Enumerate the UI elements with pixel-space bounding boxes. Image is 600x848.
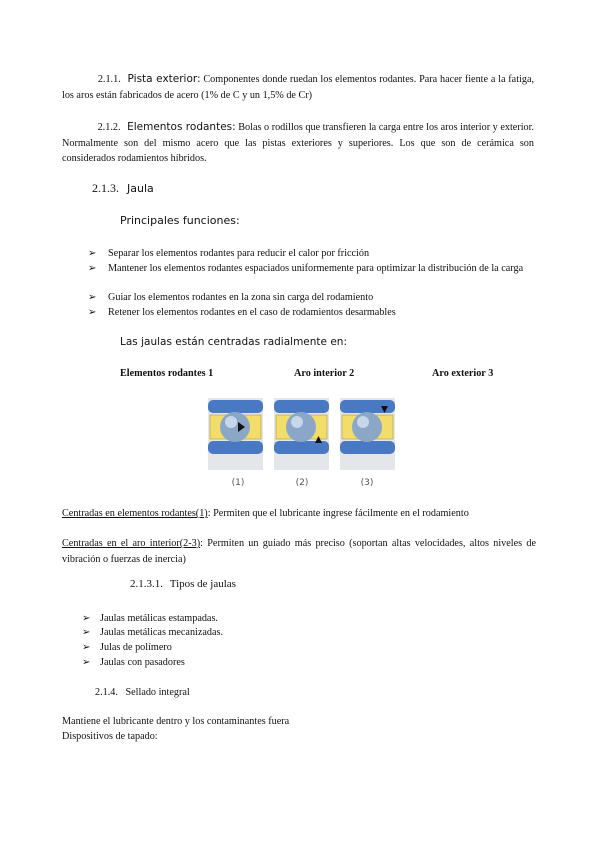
bullet-text: Separar los elementos rodantes para reducir el calor por fricción [108, 248, 370, 259]
final-line: Mantiene el lubricante dentro y los contaminantes fuera [62, 716, 290, 727]
section-number: 2.1.1. [97, 74, 121, 85]
bullet-item [82, 641, 482, 655]
centered-rolling-text: : Permiten que el lubricante ingrese fácilmente en el rodamiento [207, 508, 469, 519]
bearing-panel-3 [340, 398, 395, 470]
bearing-panel-2 [274, 398, 329, 470]
arrow-bullet-icon: ➢ [82, 627, 91, 638]
section-2-1-4 [95, 685, 190, 701]
figure-label: (1) [231, 478, 245, 488]
centered-intro: Las jaulas están centradas radialmente en: [120, 336, 347, 348]
section-number: 2.1.2. [97, 122, 121, 133]
section-text: Componentes donde ruedan los elementos rodantes. Para hacer fiente a la fatiga, los aros están fabricados de acero (1% de C y un 1,5% de Cr) [62, 74, 535, 101]
figure-label: (3) [360, 478, 374, 488]
bullet-text: Guiar los elementos rodantes en la zona sin carga del rodamiento [108, 292, 374, 303]
bullet-item [88, 262, 538, 276]
section-text: Bolas o rodillos que transfieren la carga entre los aros interior y exterior. Normalmente son del mismo acero que las pistas exteriores y superiores. Los que son de cerámica son considerados rodamientos híbridos. [62, 122, 535, 164]
section-title: Tipos de jaulas [169, 578, 236, 590]
section-2-1-1 [62, 72, 534, 103]
arrow-bullet-icon: ➢ [82, 642, 91, 653]
bullet-text: Julas de polímero [100, 642, 172, 653]
bullet-item [82, 656, 482, 670]
section-2-1-2 [62, 120, 534, 167]
bullet-text: Mantener los elementos rodantes espaciados uniformemente para optimizar la distribución de la carga [108, 263, 524, 274]
figure-label: (2) [295, 478, 309, 488]
section-2-1-3 [92, 181, 154, 196]
bullet-item [82, 626, 482, 640]
bullet-text: Jaulas metálicas estampadas. [100, 613, 218, 624]
arrow-bullet-icon: ➢ [88, 248, 97, 259]
section-title: Pista exterior: [127, 73, 201, 85]
bearing-figure [205, 396, 401, 490]
bullet-text: Jaulas metálicas mecanizadas. [100, 627, 224, 638]
column-label: Aro interior 2 [294, 368, 355, 379]
section-title: Jaula [127, 182, 154, 195]
bullet-item [88, 291, 538, 305]
arrow-bullet-icon: ➢ [88, 292, 97, 303]
column-label: Aro exterior 3 [432, 368, 494, 379]
functions-heading: Principales funciones: [120, 214, 240, 227]
bullet-item [82, 612, 482, 626]
column-label: Elementos rodantes 1 [120, 368, 214, 379]
final-line: Dispositivos de tapado: [62, 731, 158, 742]
bullet-text: Jaulas con pasadores [100, 657, 185, 668]
bullet-item [88, 306, 538, 320]
section-number: 2.1.3. [92, 181, 119, 195]
arrow-bullet-icon: ➢ [88, 307, 97, 318]
bullet-item [88, 247, 538, 261]
arrow-bullet-icon: ➢ [82, 613, 91, 624]
section-title: Sellado integral [125, 687, 190, 698]
section-title: Elementos rodantes: [127, 121, 236, 133]
centered-ring-label: Centradas en el aro interior(2-3) [62, 538, 201, 549]
arrow-bullet-icon: ➢ [82, 657, 91, 668]
centered-rolling-label: Centradas en elementos rodantes(1) [62, 508, 208, 519]
section-2-1-3-1 [130, 578, 236, 590]
bullet-text: Retener los elementos rodantes en el caso de rodamientos desarmables [108, 307, 396, 318]
arrow-bullet-icon: ➢ [88, 263, 97, 274]
centered-rolling-paragraph [62, 506, 536, 522]
centered-ring-text: : Permiten un guiado más preciso (soportan altas velocidades, altos niveles de vibración o fuerzas de inercia) [62, 538, 536, 565]
bearing-panel-1 [208, 398, 263, 470]
centered-ring-paragraph [62, 536, 536, 567]
section-number: 2.1.3.1. [130, 578, 163, 590]
section-number: 2.1.4. [95, 687, 118, 698]
